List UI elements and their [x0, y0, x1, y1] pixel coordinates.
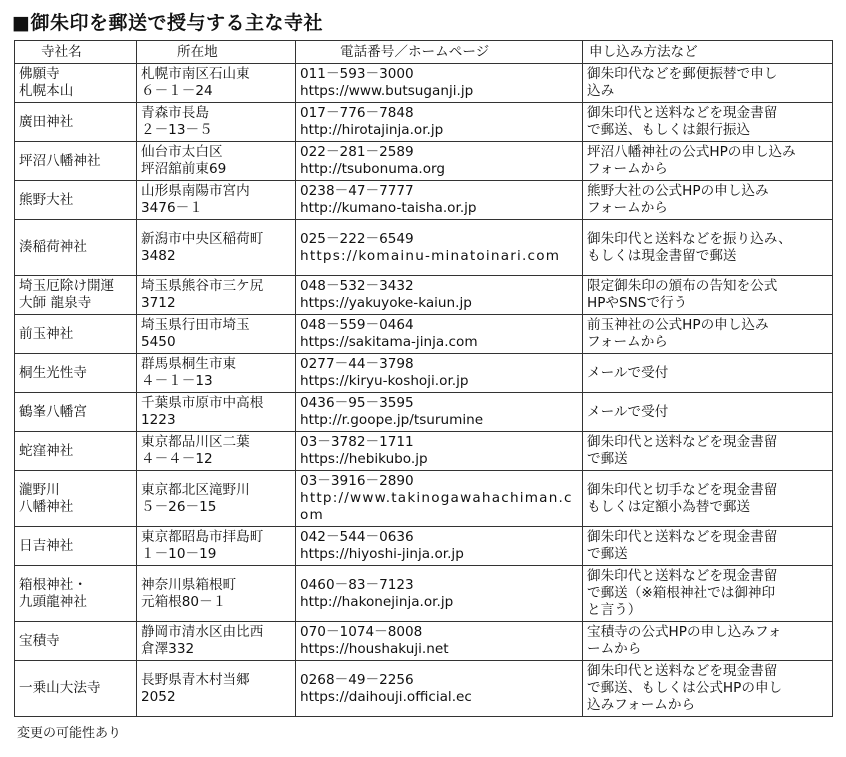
table-row	[15, 103, 833, 142]
address-cell-line: 神奈川県箱根町	[141, 576, 237, 593]
website-url: https://hebikubo.jp	[300, 451, 428, 467]
method-cell-line: で郵送	[587, 546, 628, 562]
contact-cell	[296, 432, 583, 471]
address-cell-line: ４－１－13	[141, 373, 213, 389]
address-cell-line: 坪沼舘前東69	[141, 161, 227, 177]
website-url: http://tsubonuma.org	[300, 161, 446, 177]
temple-name-cell	[15, 566, 137, 622]
address-cell-line: 倉澤332	[141, 641, 195, 657]
temple-name-cell	[15, 432, 137, 471]
address-cell-line: 埼玉県行田市埼玉	[141, 317, 250, 333]
address-cell-line: 3482	[141, 247, 176, 264]
table-row	[15, 527, 833, 566]
contact-cell	[296, 220, 583, 276]
temple-name-cell-line: 箱根神社・	[19, 576, 87, 593]
temple-name-cell-line: 宝積寺	[19, 632, 60, 649]
temple-name-cell-line: 九頭龍神社	[19, 593, 87, 610]
contact-cell	[296, 622, 583, 661]
method-cell-line: で郵送（※箱根神社では御神印	[587, 585, 776, 601]
method-cell-line: 込み	[587, 83, 615, 99]
temple-name-cell	[15, 315, 137, 354]
temple-name-cell-line: 前玉神社	[19, 325, 74, 342]
temple-name-cell-line: 廣田神社	[19, 113, 74, 130]
temple-name-cell-line: 一乗山大法寺	[19, 680, 101, 696]
phone-number: 0460－83－7123	[300, 576, 414, 593]
method-cell-line: 宝積寺の公式HPの申し込みフォ	[587, 624, 782, 640]
method-cell-line: 御朱印代と送料などを現金書留	[587, 663, 778, 679]
method-cell	[583, 432, 833, 471]
method-cell	[583, 103, 833, 142]
footnote: 変更の可能性あり	[17, 726, 122, 741]
method-cell-line: 坪沼八幡神社の公式HPの申し込み	[587, 144, 796, 160]
address-cell-line: 5450	[141, 334, 176, 350]
temple-name-cell	[15, 393, 137, 432]
temple-table	[14, 40, 833, 717]
method-cell-line: 御朱印代と送料などを現金書留	[587, 568, 778, 584]
temple-name-cell-line: 坪沼八幡神社	[19, 152, 101, 169]
table-row	[15, 393, 833, 432]
address-cell-line: 札幌市南区石山東	[141, 66, 250, 82]
address-cell	[137, 566, 296, 622]
temple-name-cell-line: 瀧野川	[19, 481, 60, 498]
contact-cell	[296, 103, 583, 142]
method-cell-line: 御朱印代と切手などを現金書留	[587, 481, 778, 498]
table-row	[15, 64, 833, 103]
phone-number: 070－1074－8008	[300, 624, 423, 640]
phone-number: 03－3916－2890	[300, 473, 414, 489]
method-cell	[583, 315, 833, 354]
table-row	[15, 471, 833, 527]
temple-name-cell	[15, 622, 137, 661]
temple-name-cell-line: 八幡神社	[19, 498, 74, 515]
temple-name-cell	[15, 181, 137, 220]
website-url: https://hiyoshi-jinja.or.jp	[300, 546, 464, 562]
method-cell	[583, 622, 833, 661]
method-cell-line: メールで受付	[587, 364, 669, 381]
method-cell-line: で郵送	[587, 451, 628, 467]
table-header-row	[15, 41, 833, 64]
temple-name-cell	[15, 142, 137, 181]
column-header-phone-web: 電話番号／ホームページ	[296, 41, 583, 64]
address-cell-line: 東京都北区滝野川	[141, 481, 250, 498]
method-cell	[583, 471, 833, 527]
temple-name-cell-line: 熊野大社	[19, 191, 74, 208]
phone-number: 011－593－3000	[300, 66, 414, 82]
method-cell-line: 御朱印代と送料などを現金書留	[587, 434, 778, 450]
address-cell-line: 仙台市太白区	[141, 144, 223, 160]
phone-number: 03－3782－1711	[300, 434, 414, 450]
address-cell	[137, 64, 296, 103]
temple-name-cell	[15, 103, 137, 142]
address-cell-line: 新潟市中央区稲荷町	[141, 230, 264, 247]
address-cell	[137, 393, 296, 432]
temple-name-cell-line: 大師 龍泉寺	[19, 295, 92, 311]
temple-name-cell	[15, 354, 137, 393]
contact-cell	[296, 354, 583, 393]
website-url: https://daihouji.official.ec	[300, 688, 472, 705]
temple-name-cell	[15, 64, 137, 103]
temple-name-cell	[15, 276, 137, 315]
temple-name-cell	[15, 527, 137, 566]
method-cell-line: HPやSNSで行う	[587, 295, 688, 311]
phone-number: 048－532－3432	[300, 278, 414, 294]
method-cell	[583, 142, 833, 181]
temple-name-cell-line: 蛇窪神社	[19, 442, 74, 459]
contact-cell	[296, 471, 583, 527]
address-cell	[137, 354, 296, 393]
address-cell-line: 埼玉県熊谷市三ケ尻	[141, 278, 264, 294]
contact-cell	[296, 181, 583, 220]
address-cell	[137, 432, 296, 471]
address-cell	[137, 661, 296, 717]
method-cell-line: メールで受付	[587, 403, 669, 420]
table-row	[15, 661, 833, 717]
method-cell-line: 限定御朱印の頒布の告知を公式	[587, 278, 778, 294]
method-cell	[583, 354, 833, 393]
method-cell-line: 御朱印代などを郵便振替で申し	[587, 66, 778, 82]
method-cell-line: フォームから	[587, 334, 668, 350]
address-cell	[137, 315, 296, 354]
contact-cell	[296, 276, 583, 315]
table-row	[15, 566, 833, 622]
method-cell	[583, 393, 833, 432]
address-cell-line: ５－26－15	[141, 498, 217, 515]
website-url: https://komainu-minatoinari.com	[300, 247, 561, 264]
website-url: https://yakuyoke-kaiun.jp	[300, 295, 472, 311]
address-cell-line: １－10－19	[141, 546, 217, 562]
phone-number: 0268－49－2256	[300, 671, 414, 688]
address-cell-line: 3712	[141, 295, 176, 311]
method-cell	[583, 220, 833, 276]
table-row	[15, 354, 833, 393]
temple-name-cell	[15, 661, 137, 717]
table-row	[15, 622, 833, 661]
temple-name-cell-line: 日吉神社	[19, 537, 74, 554]
contact-cell	[296, 393, 583, 432]
column-header-address: 所在地	[137, 41, 296, 64]
method-cell-line: もしくは現金書留で郵送	[587, 247, 737, 264]
address-cell	[137, 276, 296, 315]
method-cell	[583, 661, 833, 717]
contact-cell	[296, 315, 583, 354]
method-cell-line: 前玉神社の公式HPの申し込み	[587, 317, 769, 333]
address-cell-line: ２－13－５	[141, 122, 213, 138]
method-cell	[583, 276, 833, 315]
page-title: ■御朱印を郵送で授与する主な寺社	[12, 12, 323, 34]
method-cell-line: 御朱印代と送料などを現金書留	[587, 105, 778, 121]
column-header-name: 寺社名	[15, 41, 137, 64]
address-cell-line: ４－４－12	[141, 451, 213, 467]
address-cell	[137, 527, 296, 566]
method-cell	[583, 181, 833, 220]
method-cell-line: フォームから	[587, 161, 668, 177]
address-cell-line: 1223	[141, 412, 176, 428]
table-row	[15, 220, 833, 276]
table-row	[15, 181, 833, 220]
contact-cell	[296, 64, 583, 103]
method-cell	[583, 527, 833, 566]
address-cell-line: 青森市長島	[141, 105, 209, 121]
temple-name-cell	[15, 220, 137, 276]
website-url: https://sakitama-jinja.com	[300, 334, 478, 350]
address-cell	[137, 471, 296, 527]
contact-cell	[296, 527, 583, 566]
table-row	[15, 276, 833, 315]
phone-number: 025－222－6549	[300, 230, 414, 247]
temple-name-cell-line: 鶴峯八幡宮	[19, 403, 87, 420]
address-cell-line: 2052	[141, 688, 176, 705]
method-cell-line: と言う）	[587, 602, 642, 618]
address-cell	[137, 142, 296, 181]
website-url: http://kumano-taisha.or.jp	[300, 200, 477, 216]
address-cell	[137, 220, 296, 276]
website-url: http://r.goope.jp/tsurumine	[300, 412, 484, 428]
contact-cell	[296, 566, 583, 622]
temple-name-cell-line: 埼玉厄除け開運	[19, 278, 115, 294]
method-cell	[583, 566, 833, 622]
phone-number: 0277－44－3798	[300, 356, 414, 372]
method-cell-line: 御朱印代と送料などを現金書留	[587, 529, 778, 545]
method-cell-line: フォームから	[587, 200, 668, 216]
method-cell-line: 熊野大社の公式HPの申し込み	[587, 183, 769, 199]
temple-name-cell-line: 湊稲荷神社	[19, 239, 87, 255]
website-url: https://kiryu-koshoji.or.jp	[300, 373, 469, 389]
method-cell-line: 込みフォームから	[587, 697, 696, 713]
address-cell-line: 元箱根80－１	[141, 593, 227, 610]
method-cell-line: で郵送、もしくは公式HPの申し	[587, 680, 783, 696]
address-cell	[137, 181, 296, 220]
address-cell-line: 千葉県市原市中高根	[141, 395, 264, 411]
temple-name-cell-line: 桐生光性寺	[19, 364, 87, 381]
temple-name-cell	[15, 471, 137, 527]
method-cell-line: ームから	[587, 641, 642, 657]
phone-number: 022－281－2589	[300, 144, 414, 160]
address-cell	[137, 103, 296, 142]
address-cell-line: 静岡市清水区由比西	[141, 624, 264, 640]
address-cell-line: 山形県南陽市宮内	[141, 183, 250, 199]
method-cell-line: で郵送、もしくは銀行振込	[587, 122, 751, 138]
contact-cell	[296, 661, 583, 717]
address-cell-line: 東京都昭島市拝島町	[141, 529, 264, 545]
phone-number: 042－544－0636	[300, 529, 414, 545]
phone-number: 0238－47－7777	[300, 183, 414, 199]
website-url: http://hirotajinja.or.jp	[300, 122, 444, 138]
website-url: http://www.takinogawahachiman.com	[300, 490, 573, 523]
table-row	[15, 432, 833, 471]
address-cell-line: 3476－１	[141, 200, 203, 216]
website-url: https://www.butsuganji.jp	[300, 83, 474, 99]
method-cell-line: もしくは定額小為替で郵送	[587, 498, 751, 515]
phone-number: 017－776－7848	[300, 105, 414, 121]
phone-number: 0436－95－3595	[300, 395, 414, 411]
temple-name-cell-line: 札幌本山	[19, 83, 74, 99]
phone-number: 048－559－0464	[300, 317, 414, 333]
website-url: https://houshakuji.net	[300, 641, 449, 657]
contact-cell	[296, 142, 583, 181]
address-cell-line: 群馬県桐生市東	[141, 356, 237, 372]
address-cell-line: ６－１－24	[141, 83, 213, 99]
method-cell-line: 御朱印代と送料などを振り込み、	[587, 230, 792, 247]
method-cell	[583, 64, 833, 103]
table-body	[15, 64, 833, 717]
address-cell-line: 長野県青木村当郷	[141, 671, 250, 688]
column-header-method: 申し込み方法など	[583, 41, 833, 64]
website-url: http://hakonejinja.or.jp	[300, 593, 454, 610]
temple-name-cell-line: 佛願寺	[19, 66, 60, 82]
address-cell	[137, 622, 296, 661]
address-cell-line: 東京都品川区二葉	[141, 434, 250, 450]
table-row	[15, 142, 833, 181]
table-row	[15, 315, 833, 354]
